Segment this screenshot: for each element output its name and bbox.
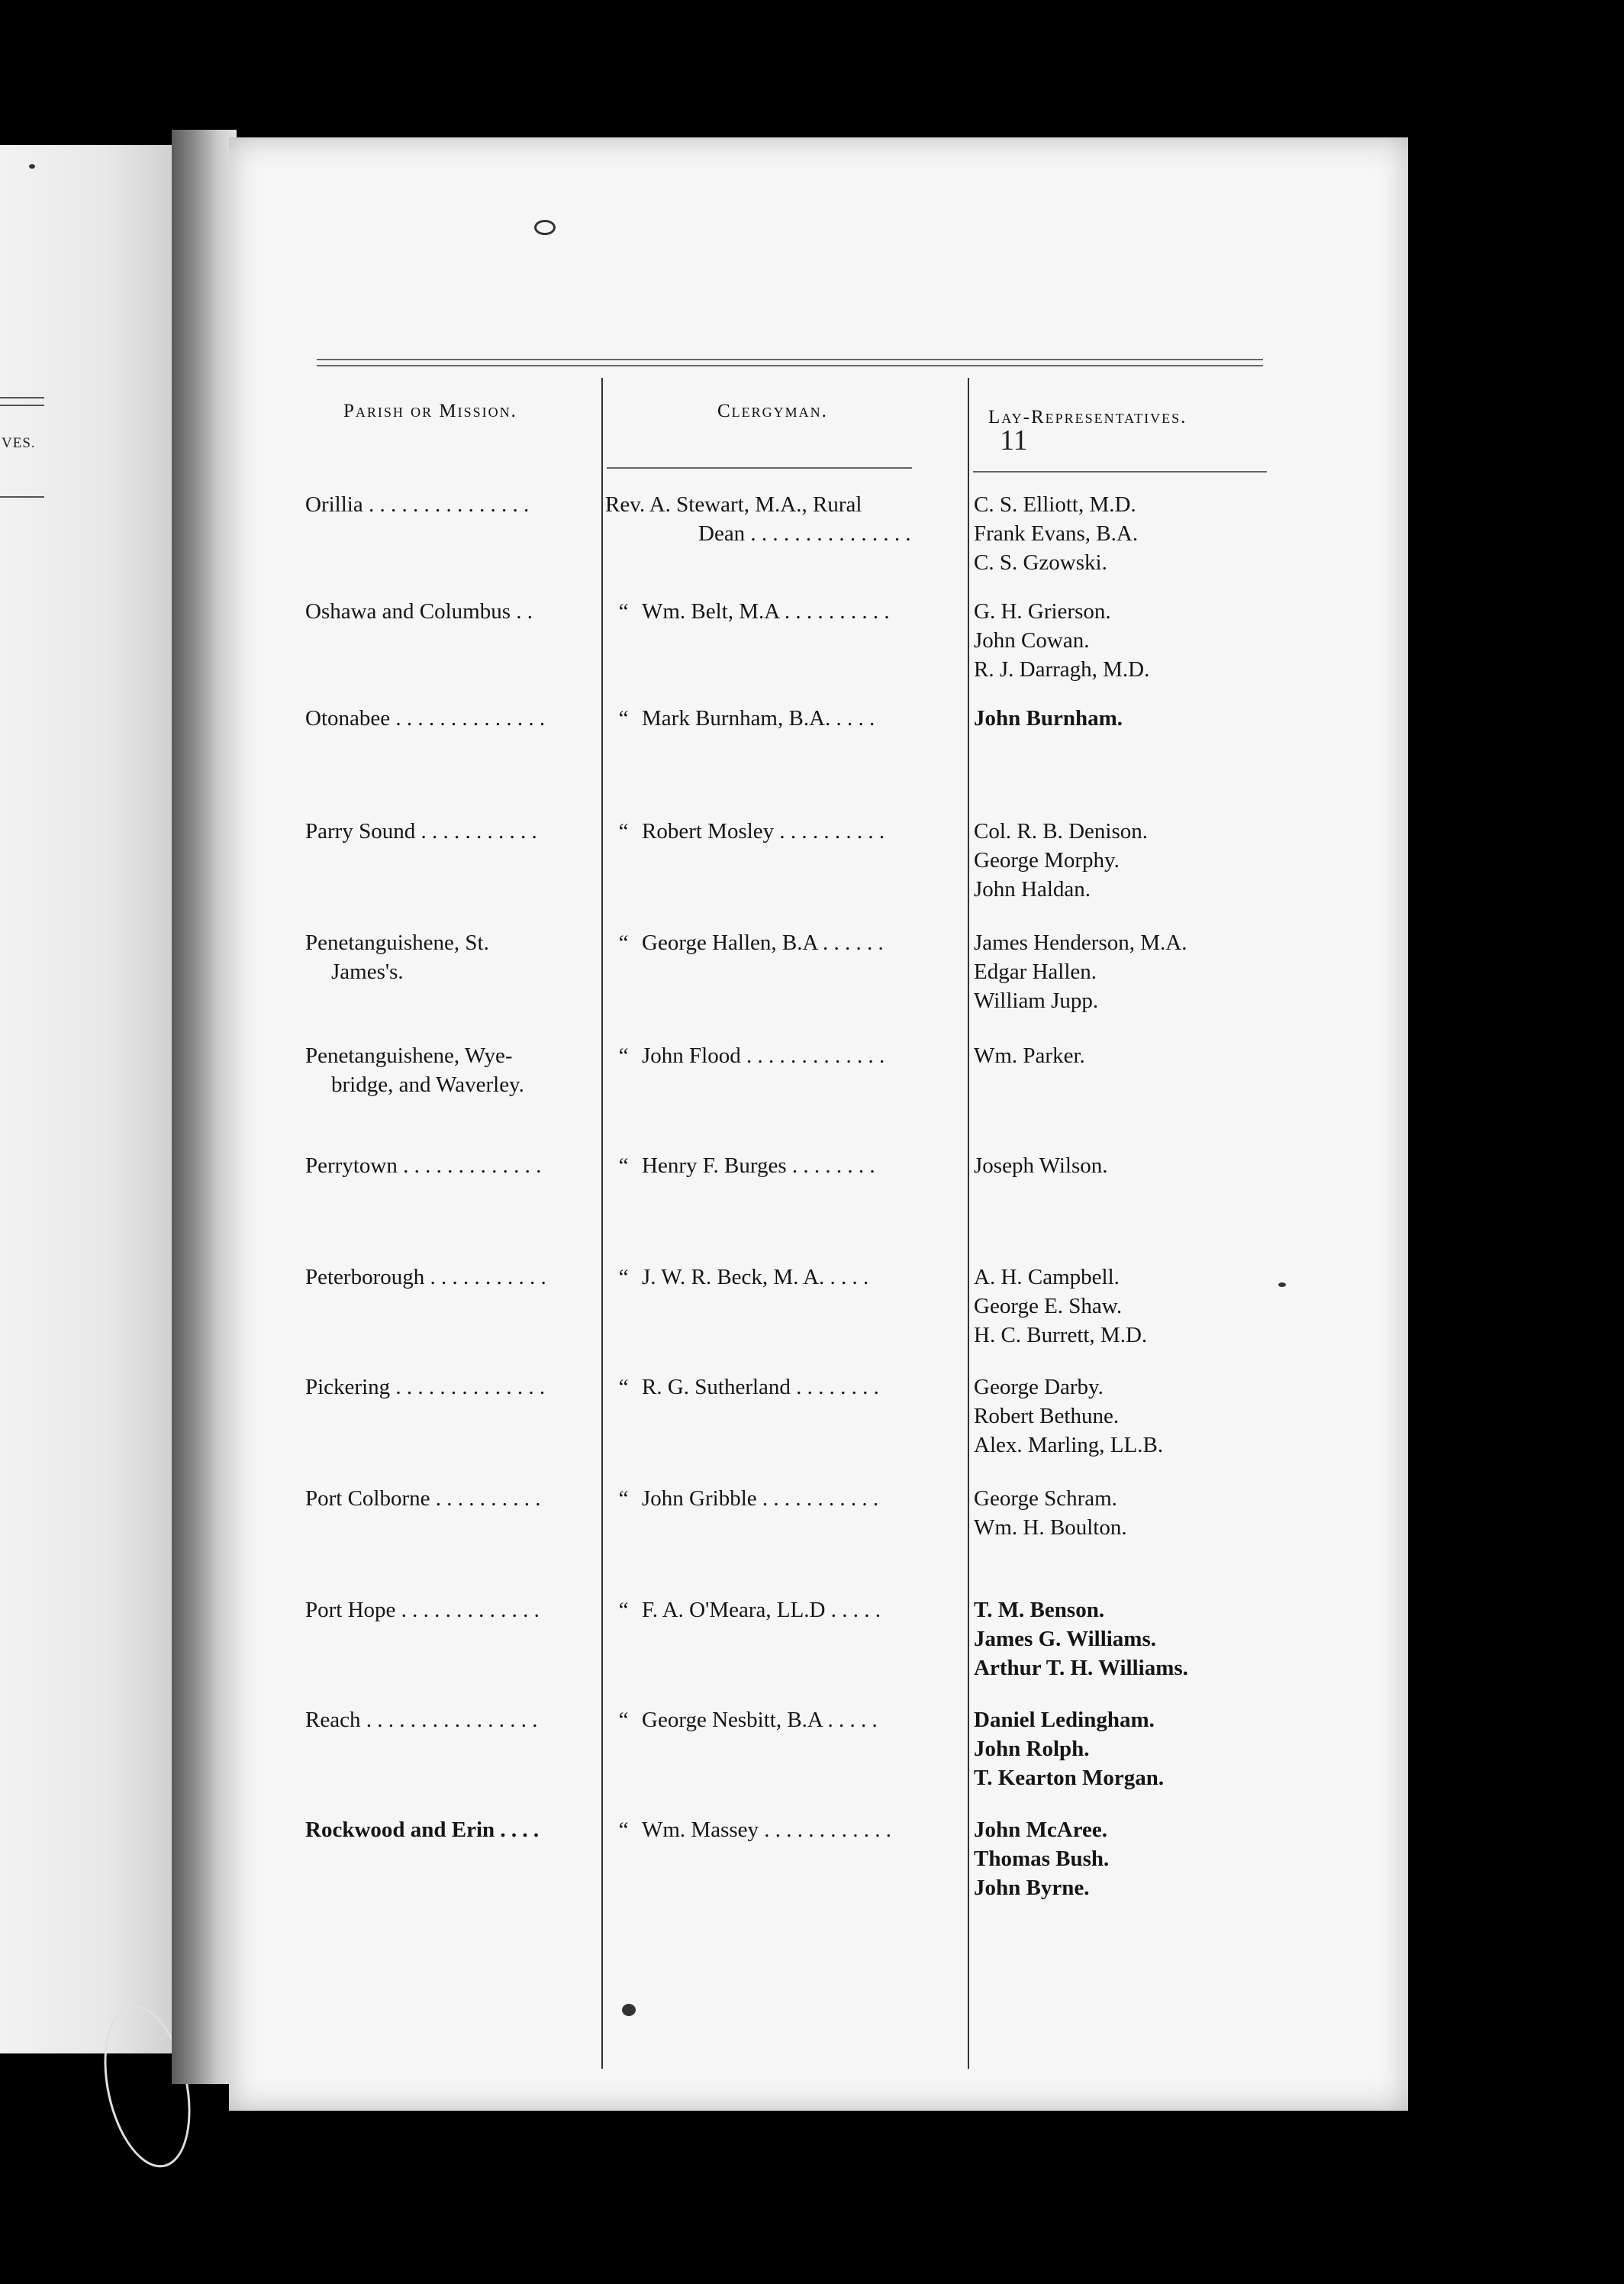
lay-representative: John McAree.	[974, 1818, 1108, 1842]
ditto-mark: “	[618, 1153, 629, 1178]
parish-name: Pickering . . . . . . . . . . . . . .	[305, 1375, 546, 1399]
lay-representatives-cell	[974, 1263, 1294, 1350]
lay-representatives-cell	[974, 1041, 1294, 1070]
clergyman-text: F. A. O'Meara, LL.D . . . . .	[642, 1598, 881, 1622]
clergyman-text: J. W. R. Beck, M. A. . . . .	[642, 1265, 869, 1289]
lay-representative: John Cowan.	[974, 628, 1090, 653]
clergyman-text: Mark Burnham, B.A. . . . .	[642, 706, 875, 731]
parish-cell	[305, 1705, 595, 1734]
lay-representatives-cell	[974, 1595, 1294, 1682]
lay-representative: C. S. Elliott, M.D.	[974, 492, 1136, 517]
lay-representative: C. S. Gzowski.	[974, 550, 1107, 575]
clergyman-cell	[605, 1263, 964, 1292]
left-rule-top	[0, 397, 44, 398]
lay-representative: George Darby.	[974, 1375, 1104, 1399]
lay-representative: T. Kearton Morgan.	[974, 1766, 1165, 1790]
speck	[622, 2004, 636, 2016]
clergyman-text: George Nesbitt, B.A . . . . .	[642, 1708, 878, 1732]
clergyman-cell	[605, 597, 964, 626]
parish-cell	[305, 1484, 595, 1513]
clergyman-text: John Flood . . . . . . . . . . . . .	[642, 1044, 885, 1068]
lay-representatives-cell	[974, 1151, 1294, 1180]
lay-representative: John Byrne.	[974, 1876, 1090, 1900]
ditto-mark: “	[618, 599, 629, 624]
column-divider-2	[968, 378, 969, 2069]
ditto-mark: “	[618, 1818, 629, 1842]
lay-representative: Edgar Hallen.	[974, 960, 1097, 984]
header-clergyman: Clergyman.	[717, 401, 828, 421]
parish-name: Port Colborne . . . . . . . . . .	[305, 1486, 541, 1511]
lay-representatives-cell	[974, 928, 1294, 1015]
lay-representative: George E. Shaw.	[974, 1294, 1123, 1318]
clergyman-cell	[605, 704, 964, 733]
page-number: 11	[1000, 424, 1028, 456]
clergyman-cell	[605, 1705, 964, 1734]
clergyman-name	[605, 817, 964, 846]
lay-representatives-cell	[974, 597, 1294, 684]
header-rule-lay	[973, 471, 1267, 473]
lay-representative: William Jupp.	[974, 989, 1099, 1013]
parish-cell	[305, 597, 595, 626]
lay-representative: John Burnham.	[974, 706, 1123, 731]
clergyman-text: Wm. Belt, M.A . . . . . . . . . .	[642, 599, 890, 624]
clergyman-cell	[605, 490, 964, 548]
parish-cell	[305, 817, 595, 846]
lay-representative: Robert Bethune.	[974, 1404, 1120, 1428]
clergyman-name	[605, 1705, 964, 1734]
lay-representative: James G. Williams.	[974, 1627, 1156, 1651]
parish-name: Oshawa and Columbus . .	[305, 599, 533, 624]
column-divider-1	[601, 378, 603, 2069]
parish-name: Reach . . . . . . . . . . . . . . . .	[305, 1708, 538, 1732]
clergyman-text: Robert Mosley . . . . . . . . . .	[642, 819, 885, 844]
clergyman-name	[605, 1595, 964, 1624]
lay-representative: T. M. Benson.	[974, 1598, 1105, 1622]
lay-representative: H. C. Burrett, M.D.	[974, 1323, 1148, 1347]
left-rule-bottom	[0, 405, 44, 406]
ditto-mark: “	[618, 931, 629, 955]
speck	[534, 220, 556, 235]
lay-representative: John Rolph.	[974, 1737, 1090, 1761]
clergyman-text: Wm. Massey . . . . . . . . . . . .	[642, 1818, 892, 1842]
lay-representative: A. H. Campbell.	[974, 1265, 1120, 1289]
parish-cell	[305, 928, 595, 986]
parish-cell	[305, 1815, 595, 1844]
parish-name: Otonabee . . . . . . . . . . . . . .	[305, 706, 546, 731]
clergyman-cell	[605, 1484, 964, 1513]
lay-representative: Daniel Ledingham.	[974, 1708, 1155, 1732]
lay-representatives-cell	[974, 817, 1294, 904]
parish-name: Penetanguishene, Wye-	[305, 1044, 513, 1068]
clergyman-cell	[605, 1151, 964, 1180]
ditto-mark: “	[618, 706, 629, 731]
parish-cell	[305, 1595, 595, 1624]
lay-representative: R. J. Darragh, M.D.	[974, 657, 1150, 682]
header-parish: Parish or Mission.	[343, 401, 517, 421]
lay-representative: Col. R. B. Denison.	[974, 819, 1148, 844]
clergyman-cell	[605, 1595, 964, 1624]
parish-name: Penetanguishene, St.	[305, 931, 489, 955]
lay-representatives-cell	[974, 704, 1294, 733]
clergyman-cell	[605, 1815, 964, 1844]
clergyman-cell	[605, 1041, 964, 1070]
ditto-mark: “	[618, 819, 629, 844]
lay-representatives-cell	[974, 1705, 1294, 1792]
top-rule	[317, 359, 1263, 360]
ditto-mark: “	[618, 1486, 629, 1511]
clergyman-cell	[605, 1373, 964, 1402]
speck	[1278, 1282, 1286, 1287]
clergyman-text: John Gribble . . . . . . . . . . .	[642, 1486, 879, 1511]
speck	[29, 164, 35, 169]
clergyman-name	[605, 597, 964, 626]
parish-name: James's.	[331, 960, 404, 984]
parish-cell	[305, 1151, 595, 1180]
lay-representative: James Henderson, M.A.	[974, 931, 1187, 955]
lay-representative: Frank Evans, B.A.	[974, 521, 1139, 546]
lay-representative: George Schram.	[974, 1486, 1117, 1511]
parish-name: Orillia . . . . . . . . . . . . . . .	[305, 492, 530, 517]
lay-representative: George Morphy.	[974, 848, 1120, 873]
lay-representative: Joseph Wilson.	[974, 1153, 1108, 1178]
header-lay-representatives: Lay-Representatives.	[988, 407, 1187, 427]
left-page-fragment	[0, 145, 177, 2053]
clergyman-text: Rev. A. Stewart, M.A., Rural	[605, 492, 862, 517]
ditto-mark: “	[618, 1598, 629, 1622]
ditto-mark: “	[618, 1375, 629, 1399]
parish-cell	[305, 1373, 595, 1402]
clergyman-name	[605, 1151, 964, 1180]
clergyman-text: George Hallen, B.A . . . . . .	[642, 931, 884, 955]
lay-representative: G. H. Grierson.	[974, 599, 1111, 624]
lay-representatives-cell	[974, 490, 1294, 577]
lay-representative: Alex. Marling, LL.B.	[974, 1433, 1164, 1457]
parish-cell	[305, 1041, 595, 1099]
book-gutter	[172, 130, 237, 2084]
clergyman-text: Henry F. Burges . . . . . . . .	[642, 1153, 875, 1178]
clergyman-name	[605, 1041, 964, 1070]
clergyman-name	[605, 490, 964, 519]
parish-name: Rockwood and Erin . . . .	[305, 1818, 540, 1842]
ditto-mark: “	[618, 1265, 629, 1289]
clergyman-name	[605, 1815, 964, 1844]
parish-name: Perrytown . . . . . . . . . . . . .	[305, 1153, 542, 1178]
lay-representative: Wm. H. Boulton.	[974, 1515, 1127, 1540]
clergyman-name	[605, 1484, 964, 1513]
ditto-mark: “	[618, 1044, 629, 1068]
lay-representatives-cell	[974, 1484, 1294, 1542]
clergyman-name	[605, 928, 964, 957]
parish-cell	[305, 490, 595, 519]
left-rule-under	[0, 496, 44, 498]
parish-cell	[305, 1263, 595, 1292]
parish-name: Parry Sound . . . . . . . . . . .	[305, 819, 537, 844]
ditto-mark: “	[618, 1708, 629, 1732]
header-rule-clergy	[607, 467, 912, 469]
clergyman-name	[605, 1373, 964, 1402]
lay-representatives-cell	[974, 1815, 1294, 1902]
clergyman-text: Dean . . . . . . . . . . . . . . .	[698, 521, 911, 546]
clergyman-cell	[605, 817, 964, 846]
lay-representative: Wm. Parker.	[974, 1044, 1085, 1068]
top-rule-second	[317, 365, 1263, 366]
clergyman-text: R. G. Sutherland . . . . . . . .	[642, 1375, 879, 1399]
parish-cell	[305, 704, 595, 733]
parish-name: bridge, and Waverley.	[331, 1073, 524, 1097]
lay-representatives-cell	[974, 1373, 1294, 1460]
lay-representative: Arthur T. H. Williams.	[974, 1656, 1188, 1680]
parish-name: Port Hope . . . . . . . . . . . . .	[305, 1598, 540, 1622]
parish-name: Peterborough . . . . . . . . . . .	[305, 1265, 546, 1289]
clergyman-cell	[605, 928, 964, 957]
left-page-text: VES.	[2, 435, 36, 451]
clergyman-name	[605, 704, 964, 733]
clergyman-name	[605, 519, 964, 548]
lay-representative: Thomas Bush.	[974, 1847, 1110, 1871]
clergyman-name	[605, 1263, 964, 1292]
lay-representative: John Haldan.	[974, 877, 1091, 902]
